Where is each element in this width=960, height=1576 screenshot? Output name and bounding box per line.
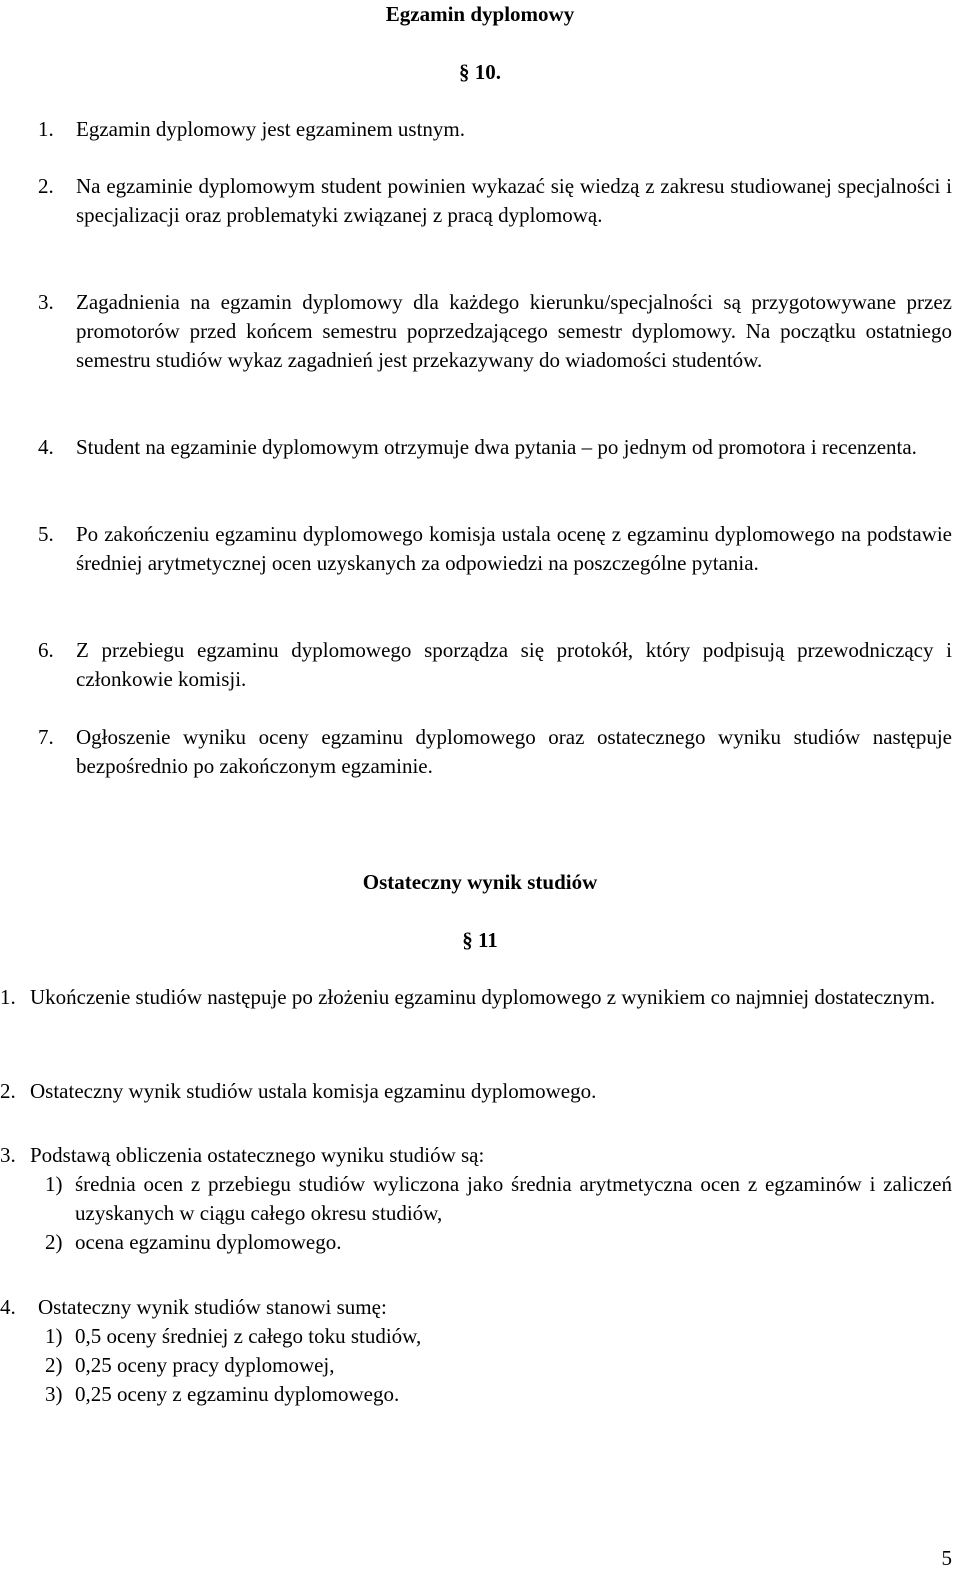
- sub-item-text: średnia ocen z przebiegu studiów wyliczona jako średnia arytmetyczna ocen z egzaminów i zaliczeń uzyskanych w ciągu całego okresu studiów,: [75, 1172, 952, 1225]
- item-text: Student na egzaminie dyplomowym otrzymuje dwa pytania – po jednym od promotora i recenzenta.: [76, 435, 917, 459]
- item-number: 4.: [38, 435, 54, 459]
- item-text: Egzamin dyplomowy jest egzaminem ustnym.: [76, 117, 466, 141]
- item-text: Na egzaminie dyplomowym student powinien wykazać się wiedzą z zakresu studiowanej specjalności i specjalizacji oraz problematyki związanej z pracą dyplomową.: [76, 174, 952, 227]
- item-text: Ukończenie studiów następuje po złożeniu egzaminu dyplomowego z wynikiem co najmniej dostatecznym.: [30, 985, 936, 1009]
- sub-item-number: 2): [45, 1230, 63, 1254]
- item-text: Ostateczny wynik studiów ustala komisja egzaminu dyplomowego.: [30, 1079, 597, 1103]
- sub-list-item: [45, 1351, 952, 1380]
- sub-list-item: [45, 1170, 952, 1228]
- list-item: [38, 172, 952, 230]
- item-number: 6.: [38, 638, 54, 662]
- section1-title: Egzamin dyplomowy: [385, 2, 575, 26]
- item-number: 5.: [38, 522, 54, 546]
- sub-item-text: 0,25 oceny z egzaminu dyplomowego.: [75, 1382, 400, 1406]
- list-item: [0, 983, 952, 1012]
- sub-item-number: 1): [45, 1172, 63, 1196]
- list-item: [38, 723, 952, 781]
- item-number: 4.: [0, 1295, 16, 1319]
- item-text: Ogłoszenie wyniku oceny egzaminu dyplomowego oraz ostatecznego wyniku studiów następuje bezpośrednio po zakończonym egzaminie.: [76, 725, 952, 778]
- sub-item-text: 0,5 oceny średniej z całego toku studiów,: [75, 1324, 422, 1348]
- item-text: Zagadnienia na egzamin dyplomowy dla każdego kierunku/specjalności są przygotowywane przez promotorów przed końcem semestru poprzedzającego semestr dyplomowy. Na początku ostatniego semestru studiów wykaz zagadnień jest przekazywany do wiadomości studentów.: [76, 290, 952, 372]
- sub-list-item: [45, 1380, 952, 1409]
- sub-item-number: 2): [45, 1353, 63, 1377]
- item-number: 7.: [38, 725, 54, 749]
- item-number: 1.: [38, 117, 54, 141]
- sub-list-item: [45, 1228, 952, 1257]
- item-number: 2.: [0, 1079, 16, 1103]
- item-number: 1.: [0, 985, 16, 1009]
- list-item: [0, 1077, 952, 1106]
- item-text: Po zakończeniu egzaminu dyplomowego komisja ustala ocenę z egzaminu dyplomowego na podstawie średniej arytmetycznej ocen uzyskanych za odpowiedzi na poszczególne pytania.: [76, 522, 952, 575]
- section1-paragraph-mark: § 10.: [459, 60, 501, 84]
- item-number: 3.: [38, 290, 54, 314]
- list-item: [38, 520, 952, 578]
- page-number: 5: [941, 1546, 952, 1570]
- sub-item-number: 3): [45, 1382, 63, 1406]
- item-number: 2.: [38, 174, 54, 198]
- list-item: [38, 636, 952, 694]
- item-text: Ostateczny wynik studiów stanowi sumę:: [38, 1295, 387, 1319]
- sub-list-item: [45, 1322, 952, 1351]
- sub-item-number: 1): [45, 1324, 63, 1348]
- list-item: [0, 1293, 952, 1322]
- list-item: [38, 433, 952, 462]
- item-text: Z przebiegu egzaminu dyplomowego sporządza się protokół, który podpisują przewodniczący i członkowie komisji.: [76, 638, 952, 691]
- sub-item-text: ocena egzaminu dyplomowego.: [75, 1230, 342, 1254]
- section2-title: Ostateczny wynik studiów: [362, 870, 598, 894]
- item-text: Podstawą obliczenia ostatecznego wyniku studiów są:: [30, 1143, 485, 1167]
- sub-item-text: 0,25 oceny pracy dyplomowej,: [75, 1353, 335, 1377]
- section2-paragraph-mark: § 11: [462, 928, 498, 952]
- list-item: [38, 115, 952, 144]
- item-number: 3.: [0, 1143, 16, 1167]
- list-item: [0, 1141, 952, 1170]
- list-item: [38, 288, 952, 375]
